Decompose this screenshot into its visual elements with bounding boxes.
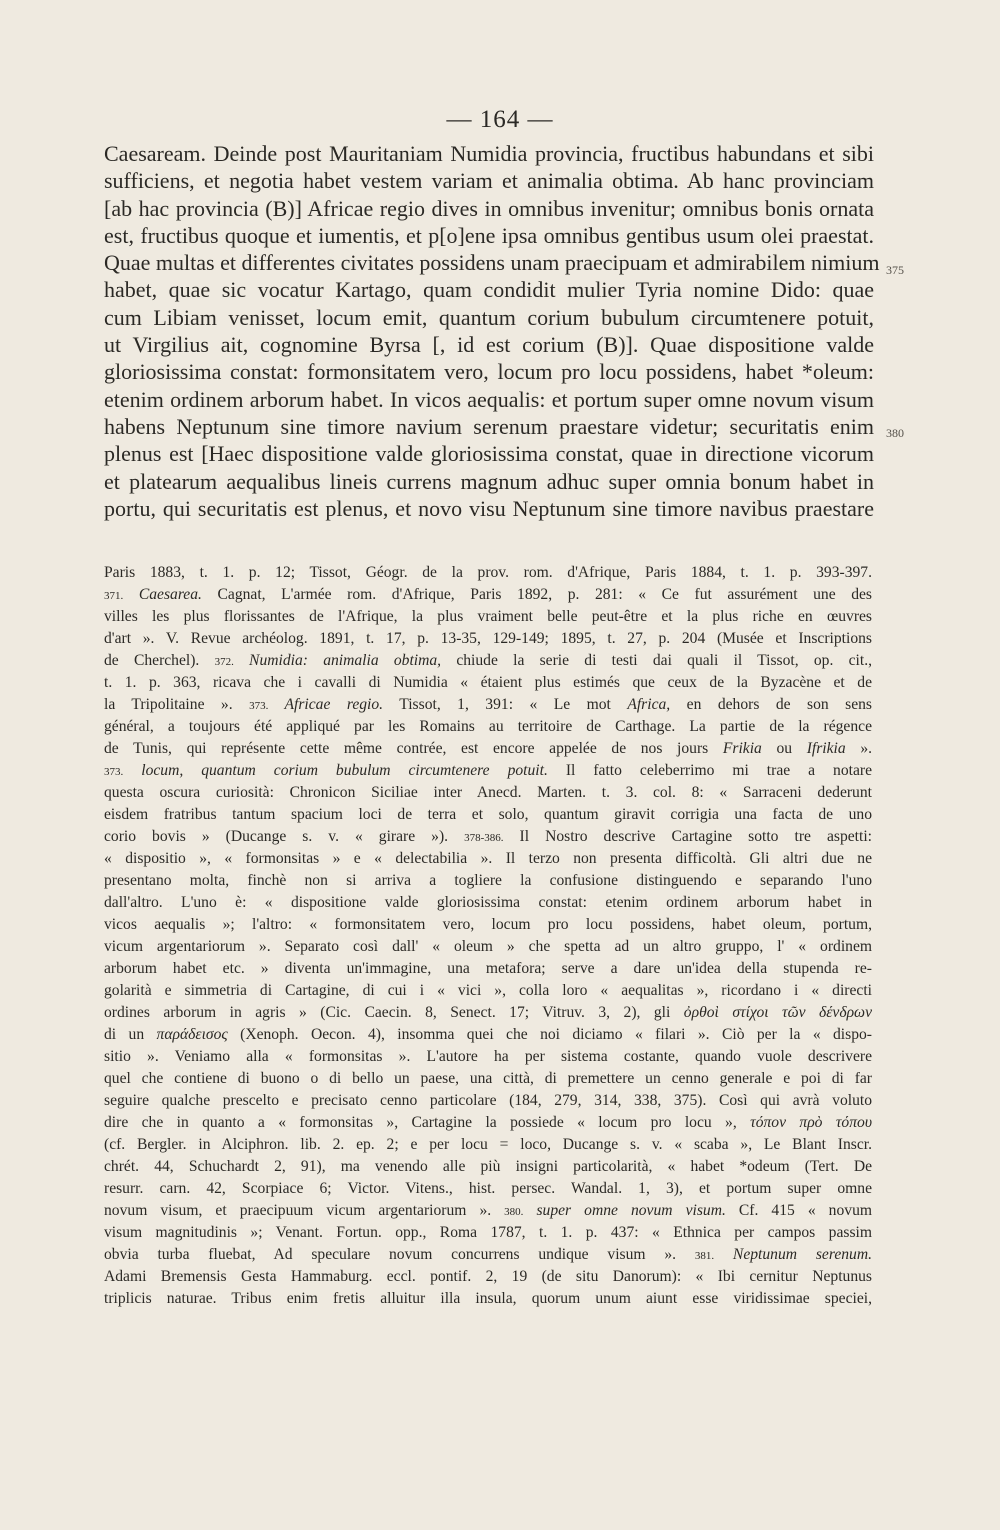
note-line: golarità e simmetria di Cartagine, di cui i « vici », colla loro « aequalitas », ricordano i « directi: [104, 982, 872, 999]
note-line: di un παράδεισος (Xenoph. Oecon. 4), insomma quei che noi diciamo « filari ». Ciò per la « dispo-: [104, 1026, 872, 1043]
note-line: villes les plus florissantes de l'Afrique, la plus vraiment belle peut-être et la plus riche en œuvres: [104, 608, 872, 625]
footnotes: [104, 562, 872, 1310]
main-line: ut Virgilius ait, cognomine Byrsa [, id est corium (B)]. Quae dispositione valde: [104, 332, 874, 358]
note-line: chrét. 44, Schuchardt 2, 91), ma venendo alle più insigni particolarità, « habet *odeum (Tert. De: [104, 1158, 872, 1175]
margin-line-number: 375: [886, 263, 904, 277]
note-line: novum visum, et praecipuum vicum argentariorum ». 380. super omne novum visum. Cf. 415 « novum: [104, 1202, 873, 1219]
margin-line-number: 380: [886, 426, 904, 440]
note-line: t. 1. p. 363, ricava che i cavalli di Numidia « étaient plus estimés que ceux de la Byzacène et de: [104, 674, 872, 691]
main-line: Caesaream. Deinde post Mauritaniam Numidia provincia, fructibus habundans et sibi: [104, 141, 874, 166]
main-line: plenus est [Haec dispositione valde gloriosissima constat, quae in directione vicorum: [104, 441, 874, 467]
note-line: d'art ». V. Revue archéolog. 1891, t. 17, p. 13-35, 129-149; 1895, t. 27, p. 204 (Musée et Inscriptions: [104, 630, 872, 647]
note-line: corio bovis » (Ducange s. v. « girare »). 378-386. Il Nostro descrive Cartagine sotto tre aspetti:: [104, 828, 872, 845]
note-line: de Tunis, qui représente cette même contrée, est encore appelée de nos jours Frikia ou Ifrikia ».: [104, 740, 873, 757]
main-line: gloriosissima constat: formonsitatem vero, locum pro locu possidens, habet *oleum:: [104, 359, 874, 385]
main-line: [ab hac provincia (B)] Africae regio dives in omnibus invenitur; omnibus bonis ornata: [104, 195, 874, 221]
note-line: triplicis naturae. Tribus enim fretis alluitur illa insula, quorum unum aiunt esse viridissimae speciei,: [104, 1290, 872, 1307]
note-line: 373. locum, quantum corium bubulum circumtenere potuit. Il fatto celeberrimo mi trae a notare: [104, 762, 873, 779]
note-line: général, a toujours été appliqué par les Romains au territoire de Carthage. La partie de la régence: [104, 718, 872, 735]
note-line: de Cherchel). 372. Numidia: animalia obtima, chiude la serie di testi dai quali il Tissot, op. cit.,: [104, 652, 872, 669]
note-ref: 378-386.: [464, 832, 504, 844]
note-line: seguire qualche prescelto e precisato cenno particolare (184, 279, 314, 338, 375). Così qui avrà voluto: [104, 1092, 872, 1109]
note-line: la Tripolitaine ». 373. Africae regio. Tissot, 1, 391: « Le mot Africa, en dehors de son sens: [104, 696, 872, 713]
note-line: sitio ». Veniamo alla « formonsitas ». L'autore ha per sistema costante, quando vuole descrivere: [104, 1048, 872, 1065]
note-line: visum magnitudinis »; Venant. Fortun. opp., Roma 1787, t. 1. p. 437: « Ethnica per campos passim: [104, 1224, 872, 1241]
note-line: « dispositio », « formonsitas » e « delectabilia ». Il terzo non presenta difficoltà. Gli altri due ne: [104, 850, 872, 867]
main-line: et platearum aequalibus lineis currens magnum adhuc super omnia bonum habet in: [104, 468, 874, 494]
note-ref: 372.: [214, 656, 234, 668]
note-line: obvia turba fluebat, Ad speculare novum concurrens undique visum ». 381. Neptunum serenum.: [104, 1246, 872, 1263]
main-line: habet, quae sic vocatur Kartago, quam condidit mulier Tyria nomine Dido: quae: [104, 277, 874, 303]
main-line: Quae multas et differentes civitates possidens unam praecipuam et admirabilem nimium: [104, 250, 880, 276]
note-line: vicum argentariorum ». Separato così dall' « oleum » che spetta ad un altro gruppo, l' « ordinem: [104, 938, 872, 955]
note-line: questa oscura curiosità: Chronicon Siciliae inter Anecd. Marten. t. 3. col. 8: « Sarraceni dederunt: [104, 784, 872, 801]
main-line: habens Neptunum sine timore navium serenum praestare videtur; securitatis enim: [104, 413, 874, 439]
note-line: Paris 1883, t. 1. p. 12; Tissot, Géogr. de la prov. rom. d'Afrique, Paris 1884, t. 1. p. 393-397.: [104, 564, 872, 581]
note-line: arborum habet etc. » diventa un'immagine, una metafora; serve a dare un'idea della stupenda re-: [104, 960, 872, 977]
note-ref: 373.: [104, 766, 124, 778]
page-number: — 164 —: [446, 106, 554, 133]
main-line: etenim ordinem arborum habet. In vicos aequalis: et portum super omne novum visum: [104, 386, 874, 412]
note-line: quel che contiene di buono o di bello un paese, una città, di premettere un cenno generale e poi di far: [104, 1070, 872, 1087]
note-line: Adami Bremensis Gesta Hammaburg. eccl. pontif. 2, 19 (de situ Danorum): « Ibi cernitur Neptunus: [104, 1268, 872, 1285]
note-line: presentano molta, finchè non si arriva a togliere la confusione distinguendo e separando l'uno: [104, 872, 872, 889]
main-line: est, fructibus quoque et iumentis, et p[o]ene ipsa omnibus gentibus usum olei praestat.: [104, 222, 874, 248]
main-line: portu, qui securitatis est plenus, et novo visu Neptunum sine timore navibus praestare: [104, 495, 874, 521]
note-line: vicos aequalis »; l'altro: « formonsitatem vero, locum pro locu possidens, habet oleum, portum,: [104, 916, 872, 933]
main-text: [104, 140, 880, 522]
note-line: 371. Caesarea. Cagnat, L'armée rom. d'Afrique, Paris 1892, p. 281: « Ce fut assurément une des: [104, 586, 872, 603]
note-ref: 381.: [694, 1250, 715, 1262]
note-line: dire che in quanto a « formonsitas », Cartagine la possiede « locum pro locu », τόπον πρὸ τόπου: [104, 1114, 872, 1131]
note-ref: 380.: [504, 1206, 524, 1218]
note-line: (cf. Bergler. in Alciphron. lib. 2. ep. 2; e per locu = loco, Ducange s. v. « scaba », Le Blant Inscr.: [104, 1136, 872, 1153]
note-line: dall'altro. L'uno è: « dispositione valde gloriosissima constat: etenim ordinem arborum habet in: [104, 894, 872, 911]
note-line: eisdem fratribus tantum spacium loci de terra et solo, quantum giravit corrigia una facta de uno: [104, 806, 872, 823]
main-line: cum Libiam venisset, locum emit, quantum corium bubulum circumtenere potuit,: [104, 304, 874, 330]
note-ref: 371.: [104, 590, 124, 602]
note-ref: 373.: [249, 700, 269, 712]
note-line: resurr. carn. 42, Scorpiace 6; Victor. Vitens., hist. persec. Wandal. 1, 3), et portum super omne: [104, 1180, 872, 1197]
note-line: ordines arborum in agris » (Cic. Caecin. 8, Senect. 17; Vitruv. 3, 2), gli ὀρθοὶ στίχοι τῶν δένδρων: [104, 1004, 872, 1021]
main-line: sufficiens, et negotia habet vestem variam et animalia obtima. Ab hanc provinciam: [104, 168, 874, 194]
